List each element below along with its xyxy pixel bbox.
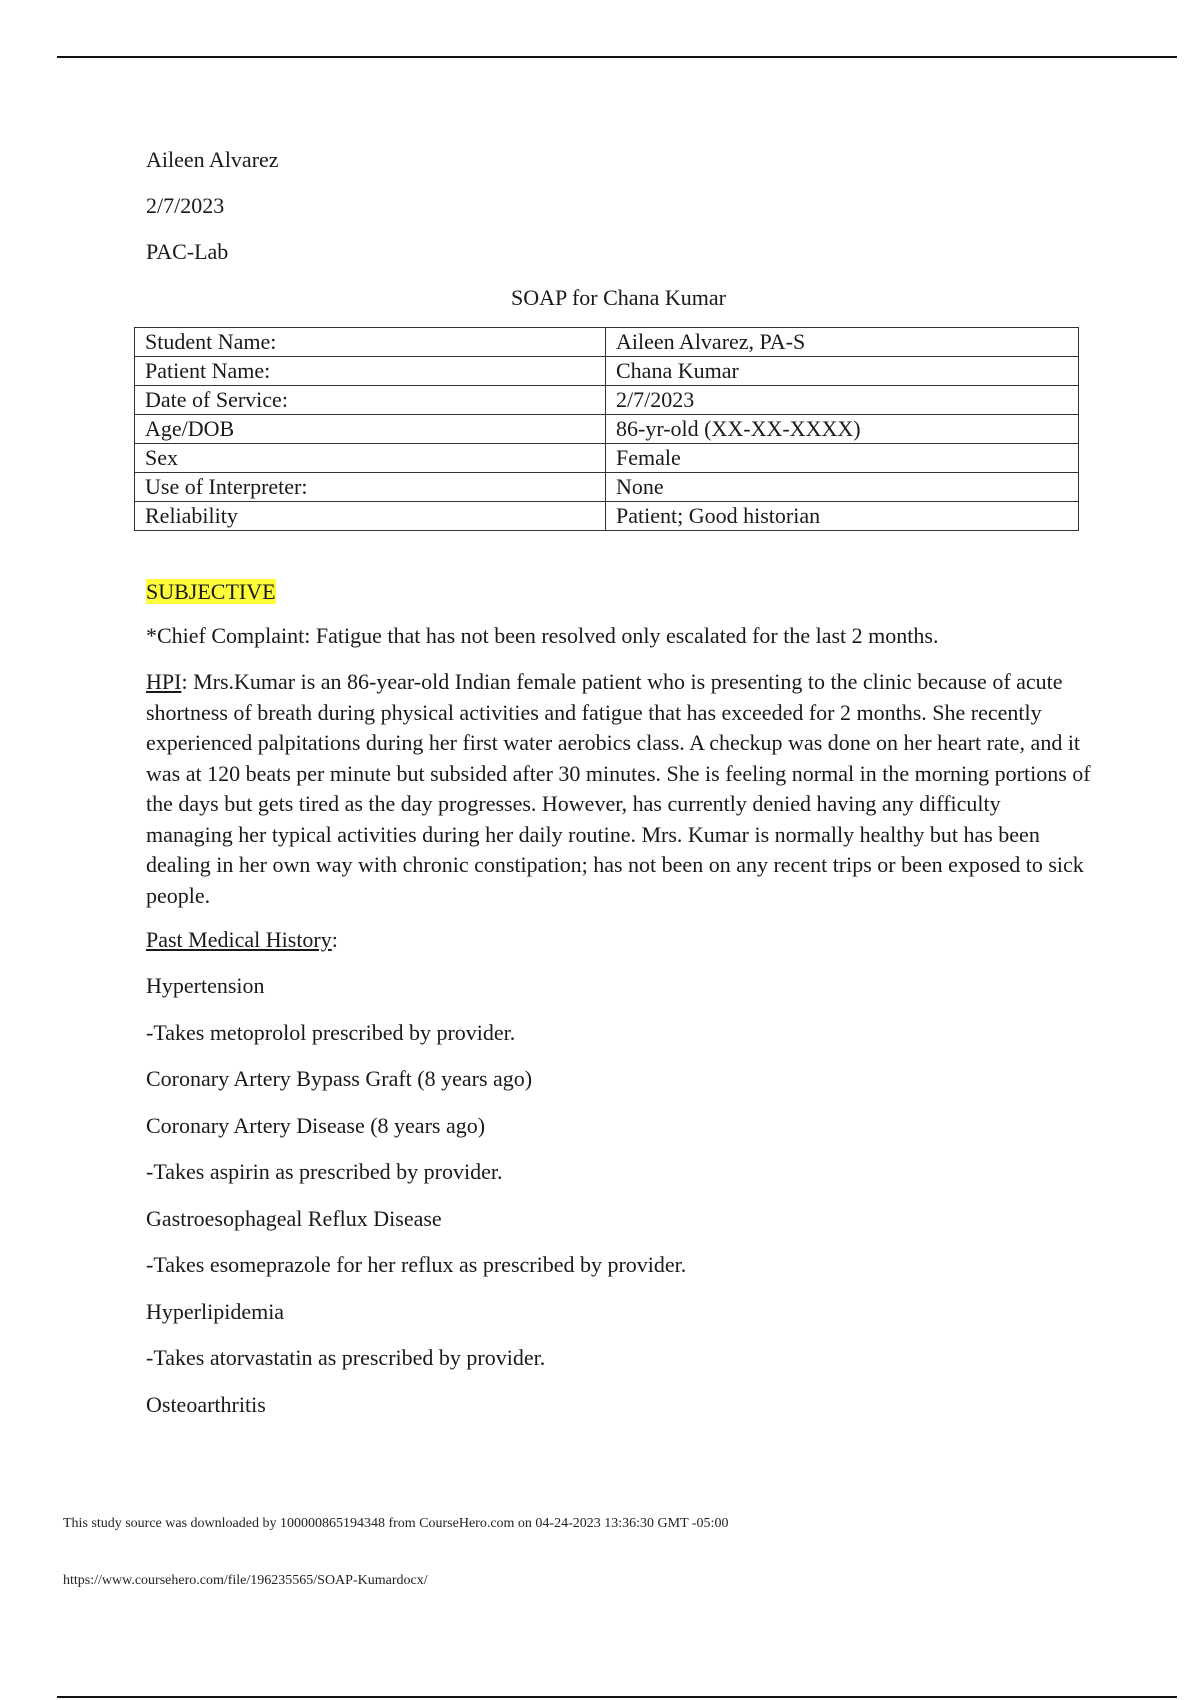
table-value: None: [606, 473, 1079, 502]
table-label: Use of Interpreter:: [135, 473, 606, 502]
table-row: [135, 415, 1079, 444]
table-label: Student Name:: [135, 328, 606, 357]
list-item: Coronary Artery Disease (8 years ago): [146, 1112, 486, 1138]
pmh-heading: [146, 925, 1091, 955]
list-item: -Takes atorvastatin as prescribed by provider.: [146, 1345, 546, 1370]
table-row: [135, 386, 1079, 415]
table-value: Chana Kumar: [606, 357, 1079, 386]
table-row: [135, 328, 1079, 357]
table-row: [135, 444, 1079, 473]
pmh-label: Past Medical History: [146, 927, 332, 952]
document-title: SOAP for Chana Kumar: [511, 285, 726, 310]
table-label: Patient Name:: [135, 357, 606, 386]
document-page: [146, 145, 1091, 1436]
document-date: 2/7/2023: [146, 193, 225, 218]
download-source-note: This study source was downloaded by 100000865194348 from CourseHero.com on 04-24-2023 13:36:30 GMT -05:00: [63, 1516, 729, 1531]
list-item: -Takes metoprolol prescribed by provider.: [146, 1019, 516, 1045]
list-item: Hypertension: [146, 973, 265, 998]
list-item: Osteoarthritis: [146, 1391, 266, 1417]
table-row: [135, 473, 1079, 502]
source-url[interactable]: https://www.coursehero.com/file/196235565/SOAP-Kumardocx/: [63, 1573, 428, 1588]
table-value: 2/7/2023: [606, 386, 1079, 415]
chief-complaint: *Chief Complaint: Fatigue that has not been resolved only escalated for the last 2 months.: [146, 623, 939, 648]
pmh-list: [146, 971, 1091, 1420]
pmh-colon: :: [331, 927, 338, 952]
table-value: Aileen Alvarez, PA-S: [606, 328, 1079, 357]
table-label: Reliability: [135, 502, 606, 531]
list-item: -Takes esomeprazole for her reflux as prescribed by provider.: [146, 1252, 687, 1277]
table-row: [135, 502, 1079, 531]
list-item: -Takes aspirin as prescribed by provider.: [146, 1159, 503, 1184]
hpi-paragraph: [146, 667, 1091, 911]
author-name: Aileen Alvarez: [146, 147, 279, 172]
hpi-text: : Mrs.Kumar is an 86-year-old Indian female patient who is presenting to the clinic because of acute shortness of breath during physical activities and fatigue that has exceeded for 2 months. She recently experienced palpitations during her first water aerobics class. A checkup was done on her heart rate, and it was at 120 beats per minute but subsided after 30 minutes. She is feeling normal in the morning portions of the days but gets tired as the day progresses. However, has currently denied having any difficulty managing her typical activities during her daily routine. Mrs. Kumar is normally healthy but has been dealing in her own way with chronic constipation; has not been on any recent trips or been exposed to sick people.: [146, 669, 1091, 908]
table-label: Date of Service:: [135, 386, 606, 415]
list-item: Coronary Artery Bypass Graft (8 years ago): [146, 1066, 533, 1091]
hpi-label: HPI: [146, 669, 182, 694]
table-value: 86-yr-old (XX-XX-XXXX): [606, 415, 1079, 444]
list-item: Hyperlipidemia: [146, 1298, 285, 1324]
subjective-heading-text: SUBJECTIVE: [146, 579, 276, 604]
table-label: Age/DOB: [135, 415, 606, 444]
table-label: Sex: [135, 444, 606, 473]
table-row: [135, 357, 1079, 386]
bottom-divider: [57, 1696, 1177, 1698]
table-value: Patient; Good historian: [606, 502, 1079, 531]
table-value: Female: [606, 444, 1079, 473]
patient-info-table: [134, 327, 1079, 531]
list-item: Gastroesophageal Reflux Disease: [146, 1205, 442, 1231]
course-name: PAC-Lab: [146, 239, 229, 264]
subjective-heading: [146, 577, 1091, 607]
top-divider: [57, 56, 1177, 58]
